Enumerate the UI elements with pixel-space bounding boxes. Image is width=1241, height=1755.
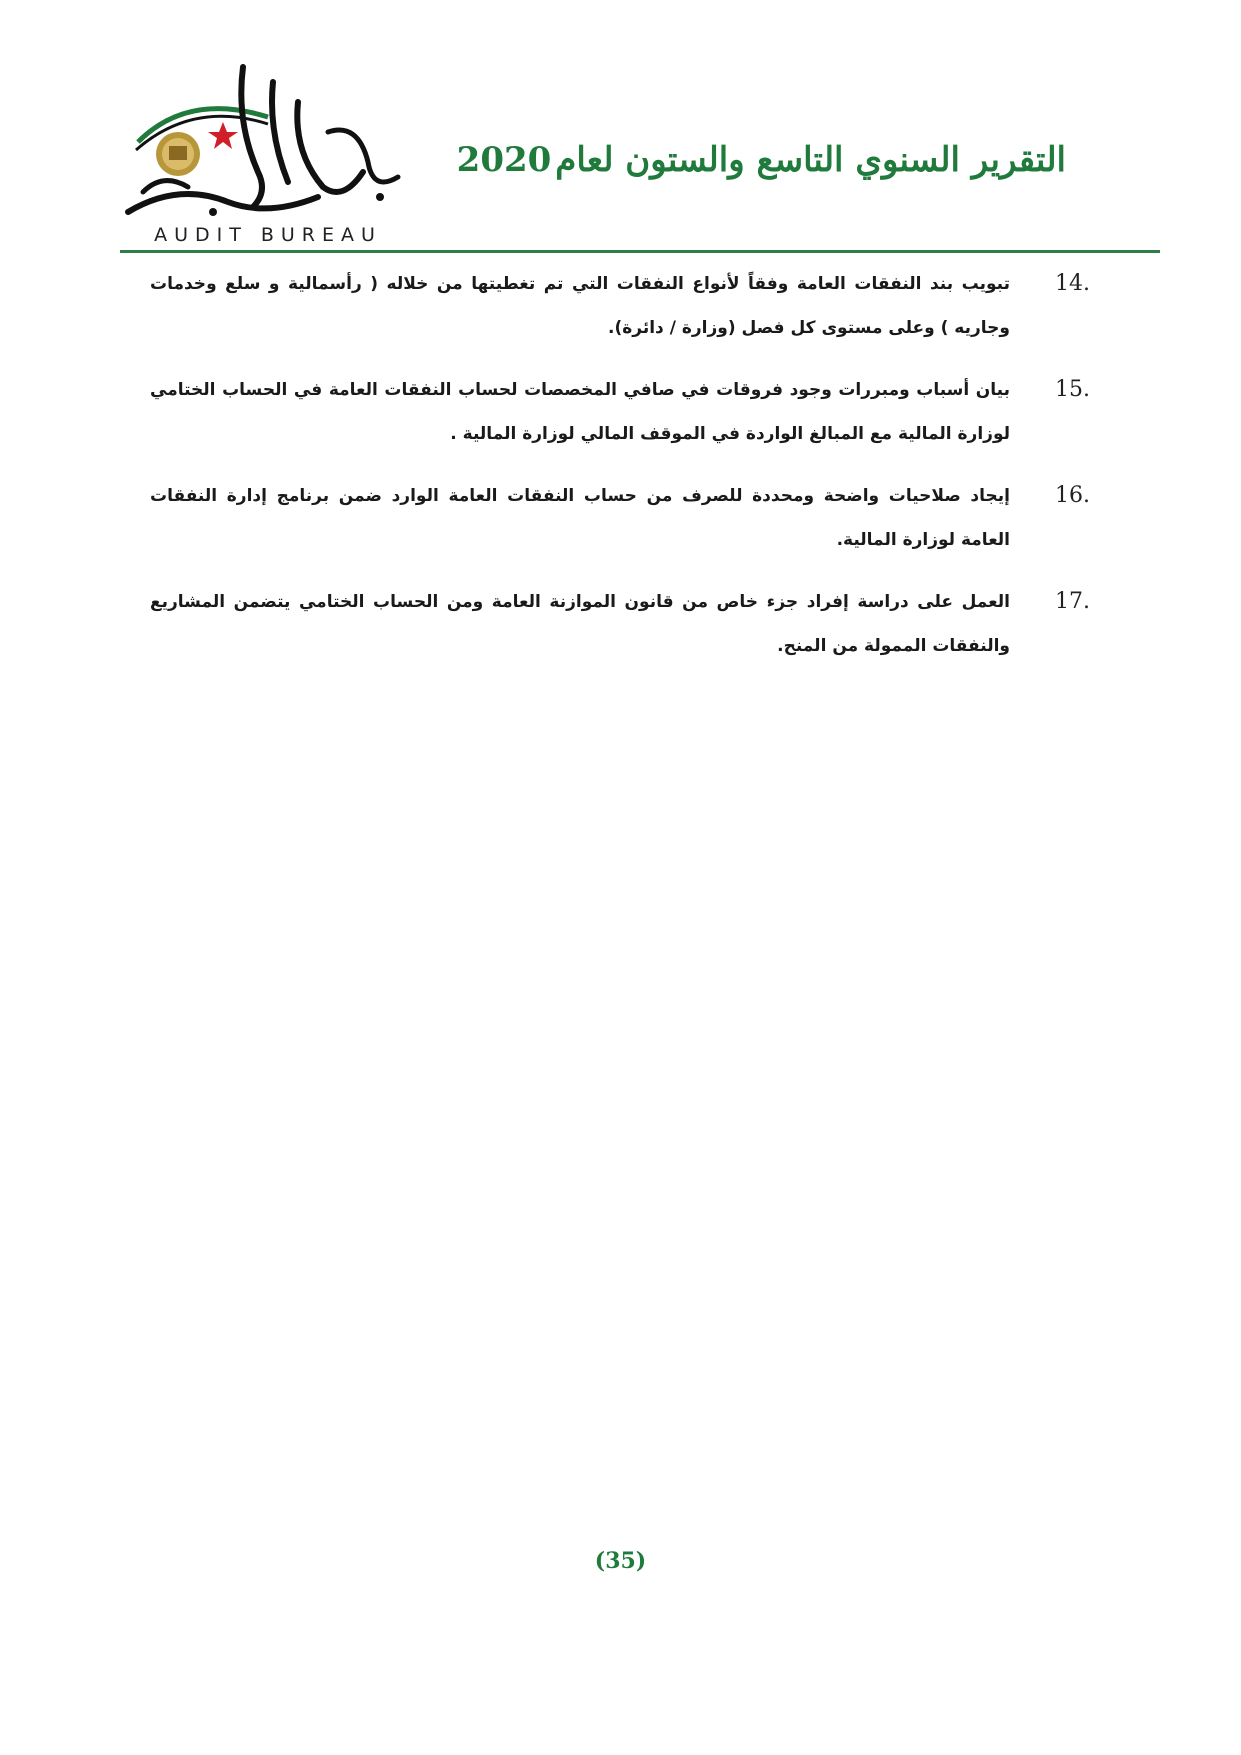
- list-item: [150, 474, 1090, 562]
- header-divider: [120, 250, 1160, 253]
- item-number: 15.: [1055, 377, 1090, 402]
- list-item: [150, 262, 1090, 350]
- logo-caption: AUDIT BUREAU: [154, 224, 382, 246]
- item-number: 17.: [1055, 589, 1090, 614]
- report-title-text: التقرير السنوي التاسع والستون لعام: [555, 140, 1066, 180]
- item-text: بيان أسباب ومبررات وجود فروقات في صافي المخصصات لحساب النفقات العامة في الحساب الختامي لوزارة المالية مع المبالغ الواردة في الموقف المالي لوزارة المالية .: [150, 380, 1010, 444]
- audit-bureau-logo: [118, 62, 418, 252]
- logo-emblem-icon: [118, 62, 418, 227]
- page-header: [0, 0, 1241, 250]
- recommendations-list: [150, 262, 1090, 686]
- report-title: [457, 140, 1066, 180]
- item-text: إيجاد صلاحيات واضحة ومحددة للصرف من حساب النفقات العامة الوارد ضمن برنامج إدارة النفقات العامة لوزارة المالية.: [150, 486, 1010, 550]
- list-item: [150, 368, 1090, 456]
- list-item: [150, 580, 1090, 668]
- item-text: تبويب بند النفقات العامة وفقاً لأنواع النفقات التي تم تغطيتها من خلاله ( رأسمالية و سلع وخدمات وجاريه ) وعلى مستوى كل فصل (وزارة / دائرة).: [150, 274, 1010, 338]
- item-number: 14.: [1055, 271, 1090, 296]
- page-number: (35): [594, 1548, 647, 1574]
- report-title-year: 2020: [456, 140, 552, 180]
- item-number: 16.: [1055, 483, 1090, 508]
- item-text: العمل على دراسة إفراد جزء خاص من قانون الموازنة العامة ومن الحساب الختامي يتضمن المشاريع والنفقات الممولة من المنح.: [150, 592, 1010, 656]
